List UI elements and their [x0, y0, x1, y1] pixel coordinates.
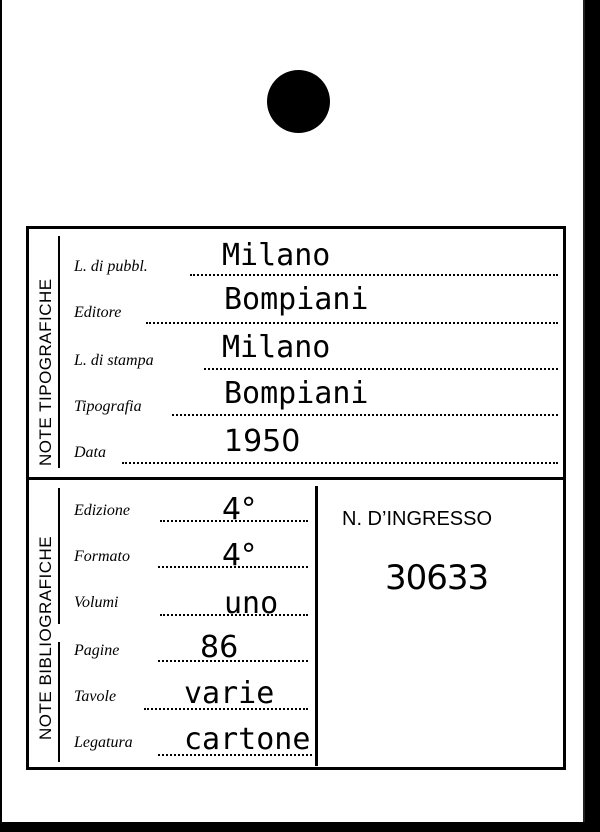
- field-label-formato: Formato: [74, 548, 130, 565]
- field-value-tavole: varie: [184, 676, 275, 711]
- ingresso-number: 30633: [385, 558, 489, 598]
- field-line-editore: [146, 322, 558, 324]
- card-edge-line: [583, 0, 585, 822]
- field-value-formato: 4°: [222, 538, 257, 573]
- field-line-luogo-stampa: [204, 368, 558, 370]
- tipografiche-rule: [58, 236, 60, 468]
- field-label-pagine: Pagine: [74, 642, 120, 659]
- field-value-data: 1950: [224, 424, 301, 459]
- field-value-luogo-pubblicazione: Milano: [222, 238, 331, 273]
- field-value-luogo-stampa: Milano: [222, 330, 331, 365]
- field-value-tipografia: Bompiani: [224, 376, 369, 411]
- ingresso-label: N. D’INGRESSO: [342, 508, 493, 530]
- field-line-data: [122, 462, 558, 464]
- field-label-luogo-pubblicazione: L. di pubbl.: [74, 258, 148, 275]
- field-label-legatura: Legatura: [74, 734, 133, 751]
- field-value-edizione: 4°: [222, 492, 257, 527]
- bibliografiche-rule-upper: [58, 488, 60, 624]
- field-label-volumi: Volumi: [74, 594, 119, 611]
- field-label-tipografia: Tipografia: [74, 398, 142, 415]
- field-line-tipografia: [172, 414, 558, 416]
- field-value-legatura: cartone: [184, 722, 311, 757]
- field-label-data: Data: [74, 444, 106, 461]
- field-line-luogo-pubblicazione: [190, 274, 558, 276]
- field-value-editore: Bompiani: [224, 282, 369, 317]
- bibliografiche-rule-lower: [58, 642, 60, 762]
- section-divider: [26, 477, 566, 480]
- section-label-bibliografiche: NOTE BIBLIOGRAFICHE: [36, 535, 55, 740]
- ingresso-divider: [315, 486, 318, 766]
- field-label-edizione: Edizione: [74, 502, 130, 519]
- punch-hole: [267, 70, 330, 133]
- field-label-editore: Editore: [74, 304, 122, 321]
- field-label-luogo-stampa: L. di stampa: [74, 352, 154, 369]
- section-label-tipografiche: NOTE TIPOGRAFICHE: [36, 278, 55, 466]
- field-label-tavole: Tavole: [74, 688, 117, 705]
- field-value-volumi: uno: [224, 586, 279, 621]
- field-value-pagine: 86: [200, 630, 239, 665]
- scan-bottom-edge: [0, 822, 600, 832]
